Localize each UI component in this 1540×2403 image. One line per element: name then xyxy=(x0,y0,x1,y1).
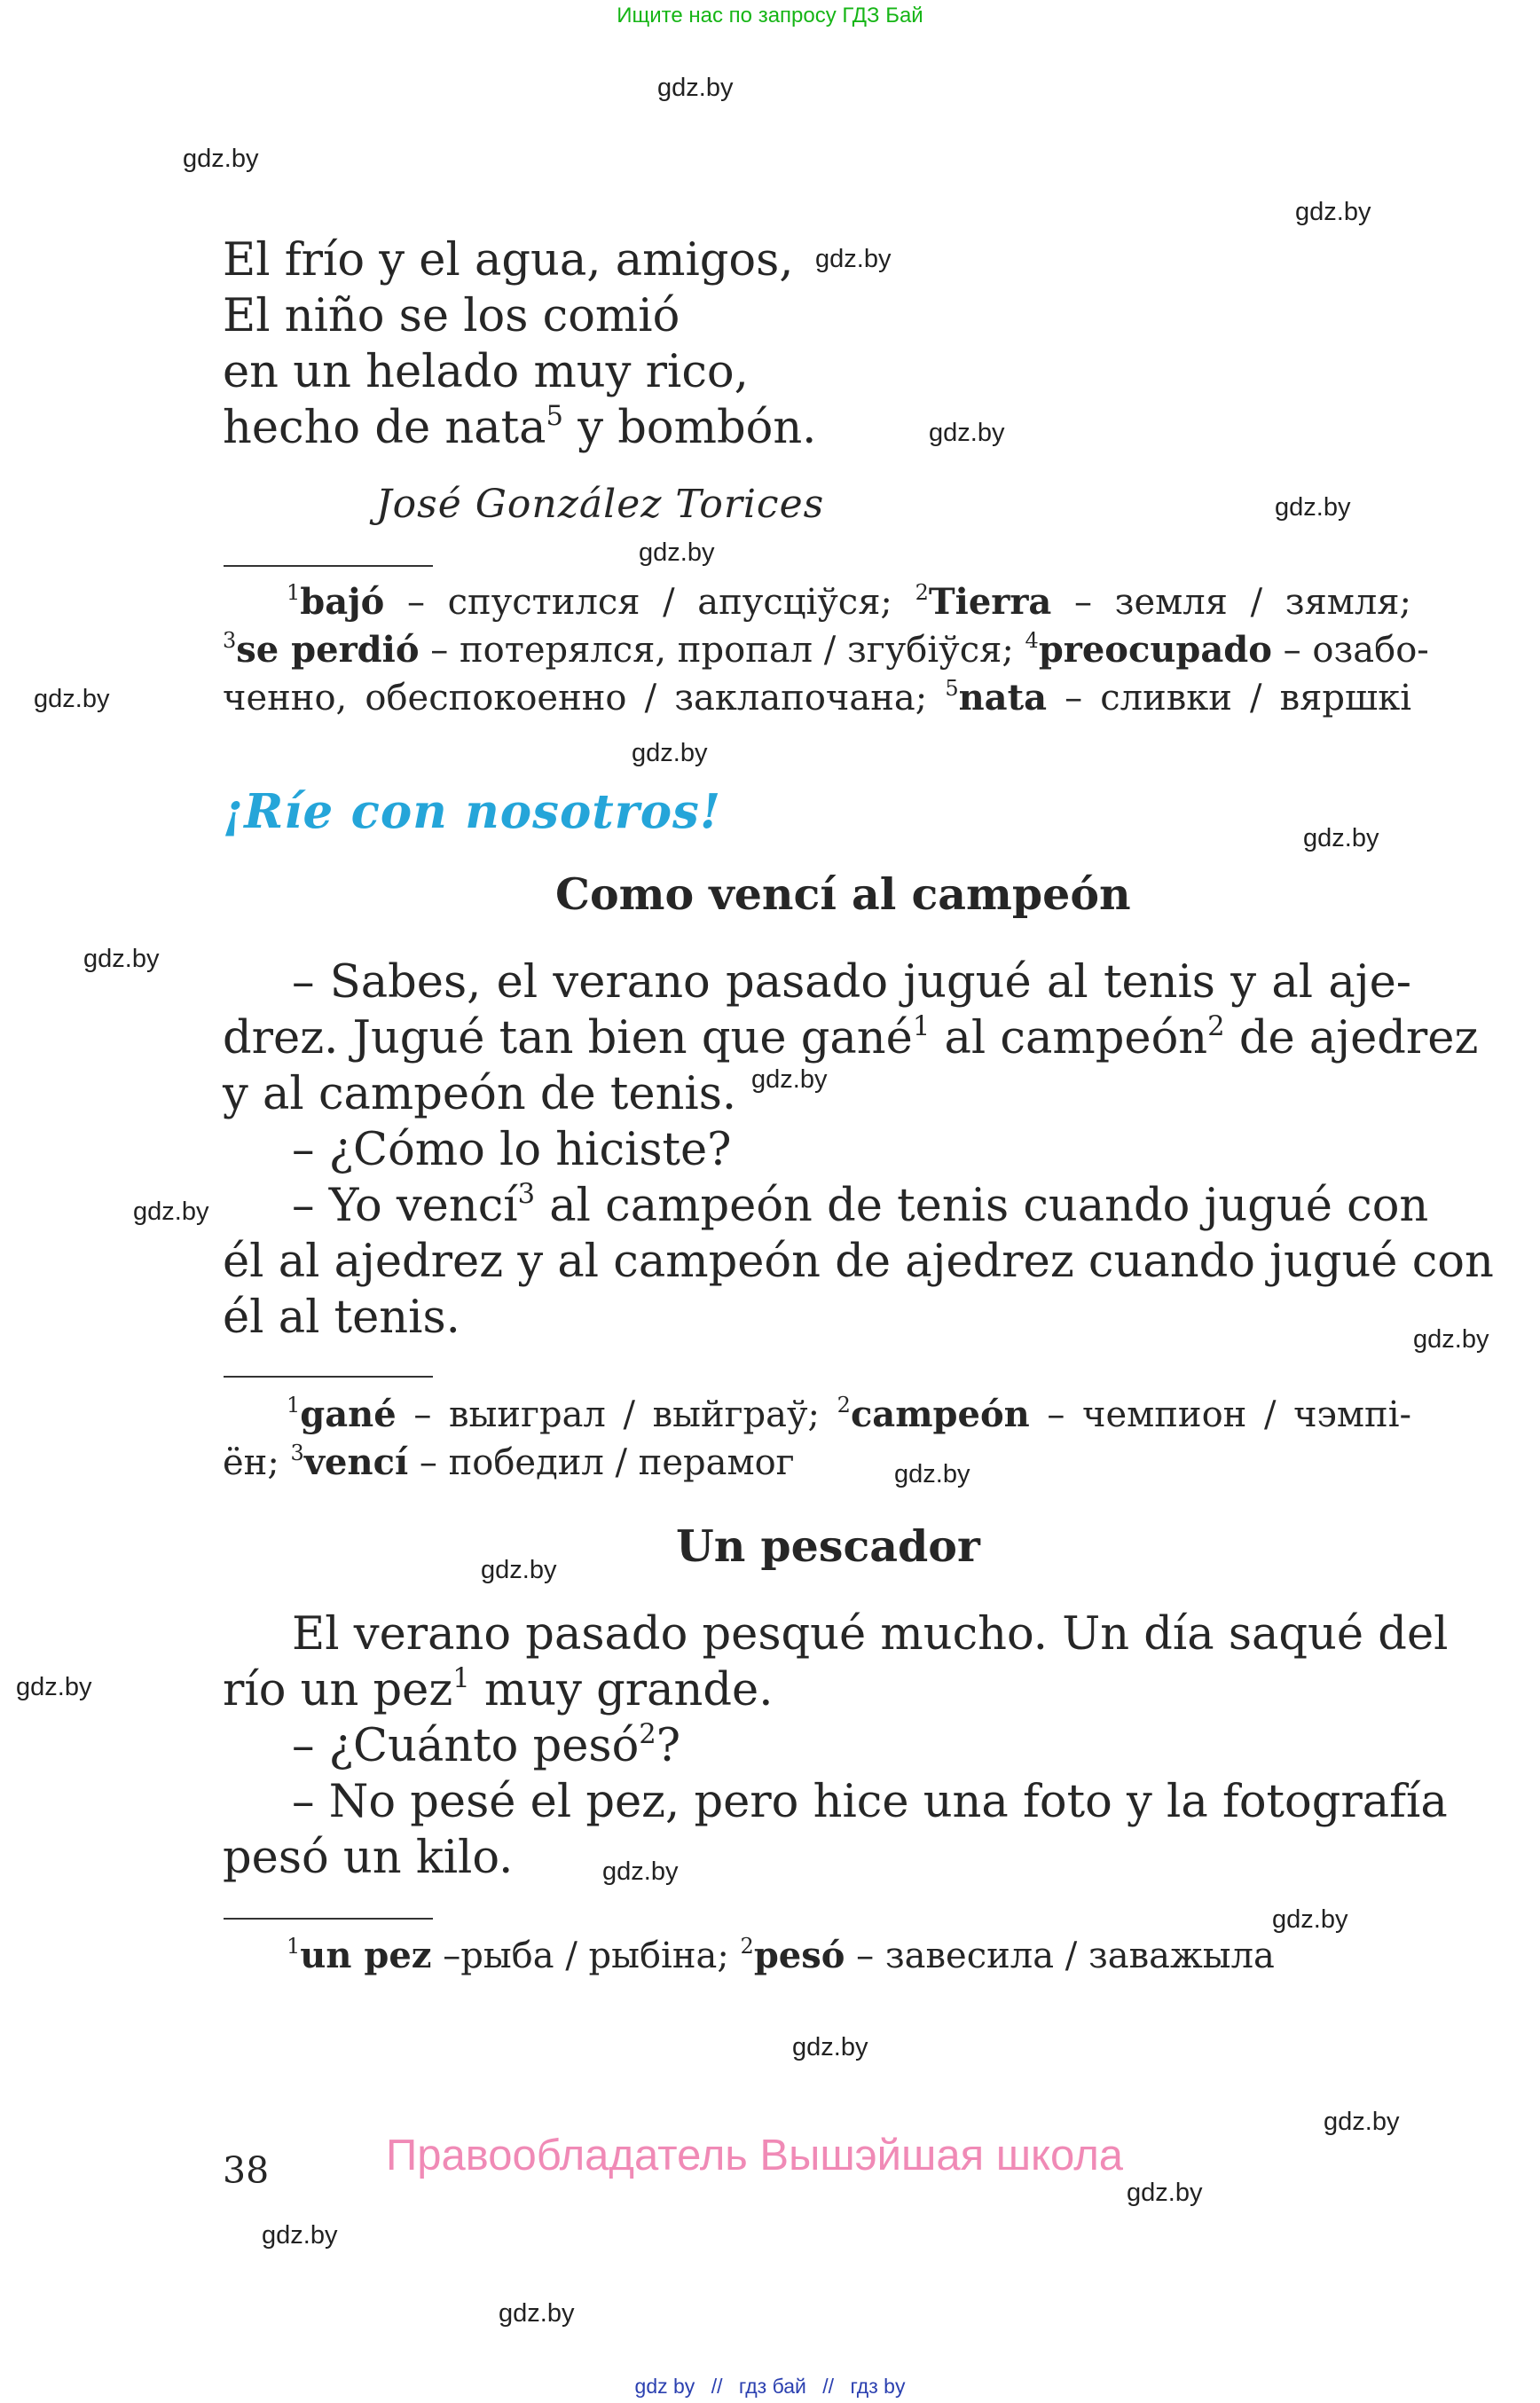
footnote-divider xyxy=(224,1918,433,1920)
footnote-line xyxy=(223,1932,1411,1980)
text: drez. Jugué tan bien que gané xyxy=(223,1012,913,1064)
footnote-divider xyxy=(224,565,433,567)
footnote-text: – выиграл / выйграў; xyxy=(396,1394,837,1435)
watermark: gdz.by xyxy=(1295,198,1371,226)
footnotes xyxy=(223,1932,1411,1980)
footnote-number: 1 xyxy=(287,1934,301,1959)
story-text xyxy=(223,1606,1449,1886)
footnote-text: – потерялся, пропал / згубіўся; xyxy=(419,630,1025,671)
footnote-number: 4 xyxy=(1025,628,1039,654)
footnote-ref: 1 xyxy=(912,1011,931,1043)
watermark: gdz.by xyxy=(1272,1905,1348,1934)
bottom-banner xyxy=(0,2375,1540,2399)
watermark: gdz.by xyxy=(262,2221,338,2250)
watermark: gdz.by xyxy=(133,1198,209,1226)
text-line xyxy=(223,1010,1479,1066)
footnote-word: un pez xyxy=(300,1935,432,1976)
footnote-ref: 2 xyxy=(639,1719,656,1751)
footnote-ref: 2 xyxy=(1207,1011,1225,1043)
footnote-word: vencí xyxy=(303,1441,409,1483)
poem-line: El niño se los comió xyxy=(223,290,680,342)
text: muy grande. xyxy=(469,1664,774,1716)
watermark: gdz.by xyxy=(83,945,160,973)
footnote-number: 1 xyxy=(287,1393,301,1418)
poem-author: José González Torices xyxy=(376,482,825,527)
footnote-text: – озабо- xyxy=(1271,630,1429,671)
text-line: – ¿Cómo lo hiciste? xyxy=(292,1124,732,1176)
poem-line: en un helado muy rico, xyxy=(223,346,749,398)
watermark: gdz.by xyxy=(183,145,259,173)
text-line: pesó un kilo. xyxy=(223,1832,514,1884)
watermark: gdz.by xyxy=(1324,2108,1400,2136)
text-line xyxy=(223,1718,1411,1774)
watermark: gdz.by xyxy=(499,2299,575,2328)
footnote-divider xyxy=(224,1376,433,1378)
watermark: gdz.by xyxy=(1127,2179,1203,2207)
watermark: gdz.by xyxy=(1275,493,1351,522)
footnote-number: 3 xyxy=(223,628,237,654)
story-title: Un pescador xyxy=(676,1520,980,1572)
bottom-link[interactable]: гдз бай xyxy=(738,2375,806,2398)
footnote-line xyxy=(223,1391,1411,1439)
text: de ajedrez xyxy=(1224,1012,1479,1064)
text-line xyxy=(223,1662,1411,1718)
watermark: gdz.by xyxy=(481,1556,557,1584)
watermark: gdz.by xyxy=(1303,824,1379,852)
bottom-link[interactable]: гдз by xyxy=(850,2375,906,2398)
footnote-number: 3 xyxy=(290,1441,304,1466)
footnote-line xyxy=(223,674,1411,722)
footnote-ref: 3 xyxy=(517,1179,536,1211)
watermark: gdz.by xyxy=(34,685,110,713)
watermark: gdz.by xyxy=(632,739,708,767)
footnote-text: – победил / перамог xyxy=(408,1442,795,1483)
text: al campeón de tenis cuando jugué con xyxy=(535,1180,1429,1232)
footnote-number: 2 xyxy=(915,580,929,606)
text-line: – No pesé el pez, pero hice una foto y la fotografía xyxy=(292,1776,1448,1828)
footnote-text: – чемпион / чэмпі- xyxy=(1029,1394,1412,1435)
text-line: El verano pasado pesqué mucho. Un día saqué del xyxy=(292,1608,1449,1661)
watermark: gdz.by xyxy=(602,1857,679,1886)
footnote-text: –рыба / рыбіна; xyxy=(431,1936,741,1976)
separator: // xyxy=(822,2375,835,2398)
footnote-word: pesó xyxy=(753,1935,845,1976)
footnote-text: – завесила / заважыла xyxy=(845,1936,1275,1976)
watermark: gdz.by xyxy=(792,2033,868,2061)
footnote-word: bajó xyxy=(300,581,385,623)
text-line: él al ajedrez y al campeón de ajedrez cuando jugué con xyxy=(223,1236,1494,1288)
watermark: gdz.by xyxy=(1413,1325,1489,1354)
watermark: gdz.by xyxy=(815,245,892,273)
footnote-line xyxy=(223,578,1411,626)
section-title: ¡Ríe con nosotros! xyxy=(223,784,722,839)
watermark: gdz.by xyxy=(929,419,1005,447)
footnote-text: – спустился / апусціўся; xyxy=(384,582,915,623)
footnotes xyxy=(223,578,1429,722)
footnote-number: 5 xyxy=(945,676,959,702)
footnote-ref: 1 xyxy=(452,1663,470,1695)
watermark: gdz.by xyxy=(894,1460,970,1488)
text: río un pez xyxy=(223,1664,453,1716)
footnote-number: 2 xyxy=(837,1393,851,1418)
bottom-link[interactable]: gdz by xyxy=(634,2375,695,2398)
footnote-word: Tierra xyxy=(928,581,1052,623)
separator: // xyxy=(711,2375,723,2398)
poem xyxy=(223,232,816,456)
text: ? xyxy=(656,1720,681,1772)
footnote-word: gané xyxy=(300,1394,397,1435)
text-line xyxy=(223,1178,1429,1234)
text: al campeón xyxy=(930,1012,1208,1064)
poem-line xyxy=(223,400,816,456)
footnote-line xyxy=(223,626,1429,674)
footnote-number: 2 xyxy=(740,1934,754,1959)
footnote-word: campeón xyxy=(850,1394,1030,1435)
footnote-word: preocupado xyxy=(1038,629,1272,671)
footnote-text: ён; xyxy=(223,1442,291,1483)
top-banner[interactable]: Ищите нас по запросу ГДЗ Бай xyxy=(617,4,923,27)
footnote-ref: 5 xyxy=(546,401,564,433)
footnote-line xyxy=(223,1439,1411,1487)
text: y bombón. xyxy=(563,402,817,454)
footnote-word: nata xyxy=(958,677,1047,719)
text: – ¿Cuánto pesó xyxy=(292,1720,640,1772)
text-line: él al tenis. xyxy=(223,1292,460,1344)
text: hecho de nata xyxy=(223,402,546,454)
text-line: y al campeón de tenis. xyxy=(223,1068,737,1120)
footnote-word: se perdió xyxy=(236,629,420,671)
watermark: gdz.by xyxy=(657,74,734,102)
text: – Yo vencí xyxy=(292,1180,518,1232)
footnote-number: 1 xyxy=(287,580,301,606)
footnotes xyxy=(223,1391,1411,1487)
text-line: – Sabes, el verano pasado jugué al tenis y al aje- xyxy=(292,956,1411,1009)
watermark: gdz.by xyxy=(639,538,715,567)
watermark: gdz.by xyxy=(16,1673,92,1701)
footnote-text: – земля / зямля; xyxy=(1051,582,1412,623)
poem-line: El frío y el agua, amigos, xyxy=(223,234,794,287)
watermark: gdz.by xyxy=(751,1065,828,1094)
footnote-text: – сливки / вяршкі xyxy=(1047,678,1411,719)
footnote-text: ченно, обеспокоенно / заклапочана; xyxy=(223,678,946,719)
story-title: Como vencí al campeón xyxy=(555,868,1131,920)
page-number: 38 xyxy=(223,2149,270,2192)
copyright-holder: Правообладатель Вышэйшая школа xyxy=(386,2132,1124,2179)
